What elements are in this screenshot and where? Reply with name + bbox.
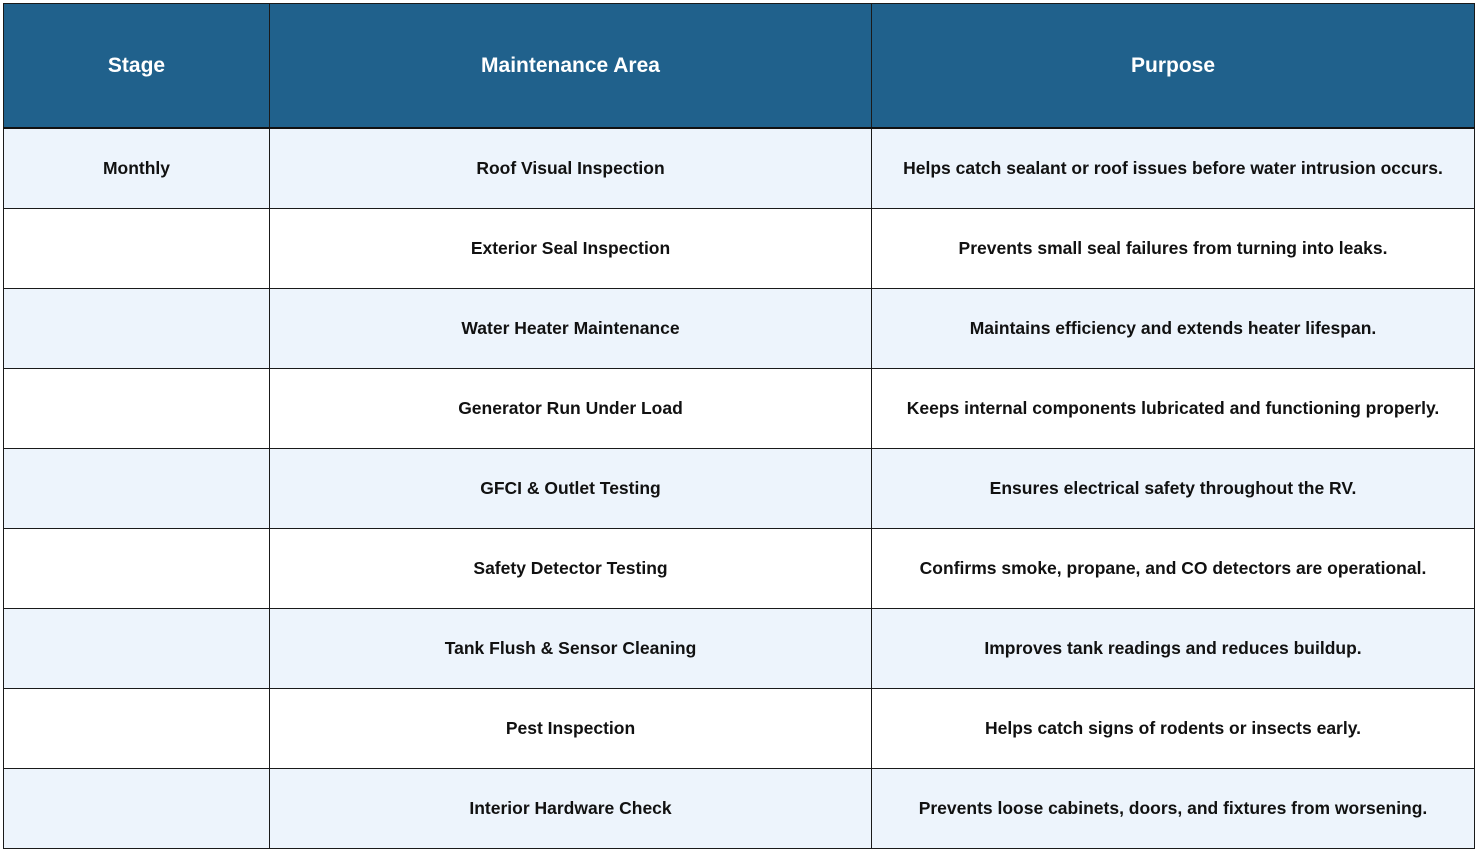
header-purpose: Purpose [872,4,1475,129]
cell-purpose: Prevents small seal failures from turning into leaks. [872,209,1475,289]
table-body [4,128,1475,849]
cell-maintenance-area: Pest Inspection [270,689,872,769]
cell-purpose: Keeps internal components lubricated and functioning properly. [872,369,1475,449]
table-row [4,449,1475,529]
cell-maintenance-area: Exterior Seal Inspection [270,209,872,289]
table-row [4,209,1475,289]
cell-maintenance-area: Roof Visual Inspection [270,128,872,209]
maintenance-table-container [3,3,1474,849]
cell-stage [4,769,270,849]
cell-stage [4,289,270,369]
cell-maintenance-area: Tank Flush & Sensor Cleaning [270,609,872,689]
header-row [4,4,1475,129]
table-row [4,128,1475,209]
cell-purpose: Prevents loose cabinets, doors, and fixtures from worsening. [872,769,1475,849]
cell-purpose: Improves tank readings and reduces buildup. [872,609,1475,689]
header-maintenance-area: Maintenance Area [270,4,872,129]
cell-stage [4,689,270,769]
table-row [4,289,1475,369]
cell-maintenance-area: GFCI & Outlet Testing [270,449,872,529]
cell-stage [4,529,270,609]
table-row [4,769,1475,849]
table-row [4,689,1475,769]
cell-stage [4,209,270,289]
cell-stage: Monthly [4,128,270,209]
cell-stage [4,369,270,449]
cell-purpose: Maintains efficiency and extends heater lifespan. [872,289,1475,369]
cell-stage [4,609,270,689]
table-row [4,609,1475,689]
cell-purpose: Helps catch sealant or roof issues before water intrusion occurs. [872,128,1475,209]
cell-purpose: Helps catch signs of rodents or insects early. [872,689,1475,769]
cell-maintenance-area: Safety Detector Testing [270,529,872,609]
cell-maintenance-area: Interior Hardware Check [270,769,872,849]
table-header [4,4,1475,129]
table-row [4,529,1475,609]
cell-maintenance-area: Generator Run Under Load [270,369,872,449]
cell-maintenance-area: Water Heater Maintenance [270,289,872,369]
maintenance-table [3,3,1475,849]
cell-stage [4,449,270,529]
header-stage: Stage [4,4,270,129]
cell-purpose: Ensures electrical safety throughout the RV. [872,449,1475,529]
table-row [4,369,1475,449]
cell-purpose: Confirms smoke, propane, and CO detectors are operational. [872,529,1475,609]
